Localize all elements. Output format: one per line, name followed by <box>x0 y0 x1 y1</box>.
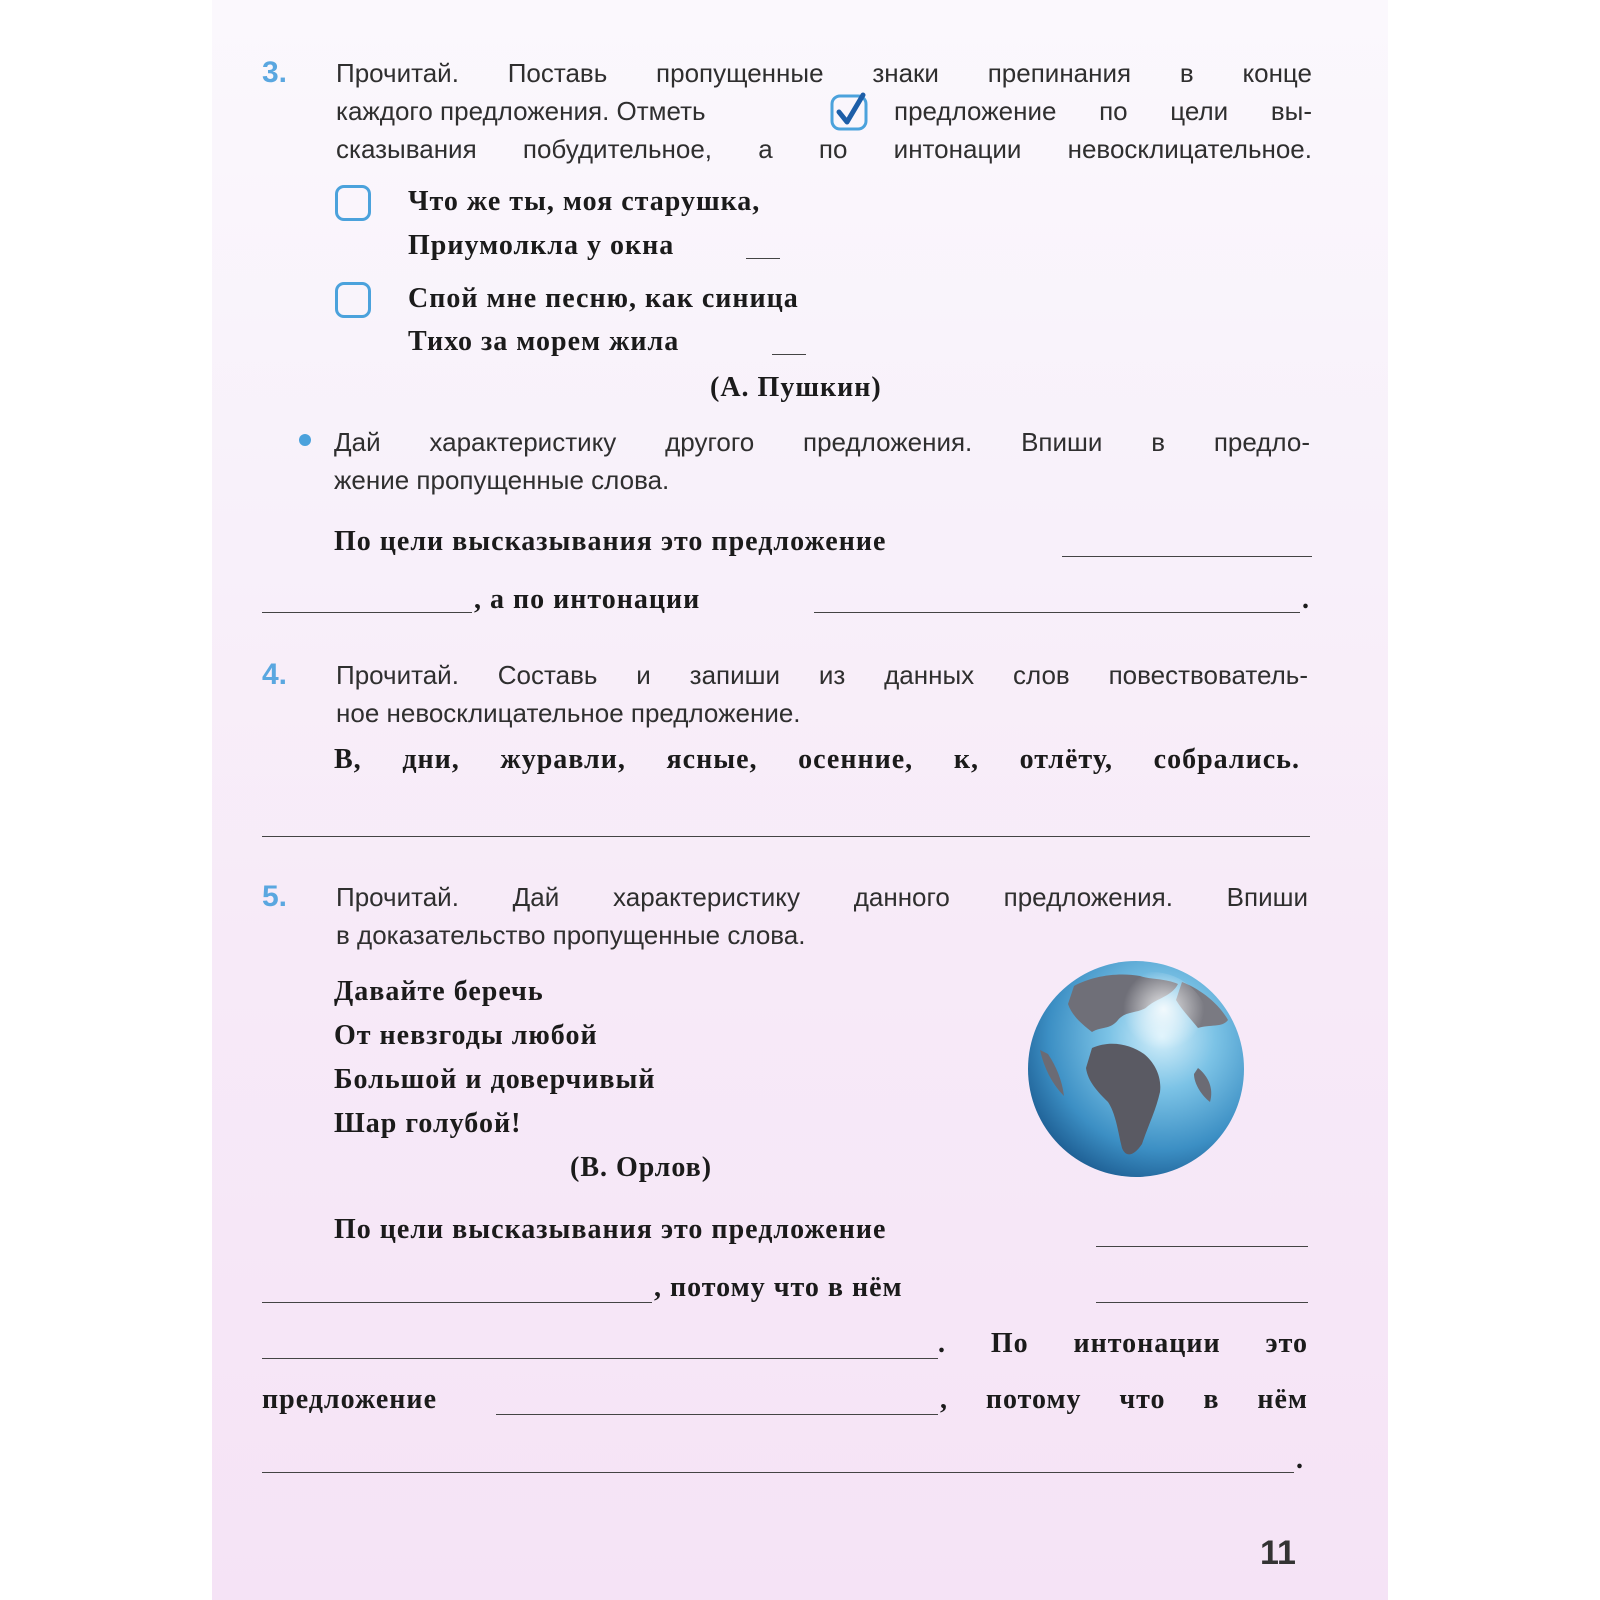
task5-number: 5. <box>262 880 288 913</box>
task5-reason-blank[interactable] <box>1096 1302 1308 1303</box>
poem-line-4: Шар голубой! <box>334 1108 522 1139</box>
task4-number: 4. <box>262 658 288 691</box>
task3-instruction-line2a: каждого предложения. Отметь <box>336 96 706 126</box>
task3-answer-line2-mid: , а по интонации <box>474 584 701 615</box>
globe-illustration <box>1022 958 1250 1180</box>
task3-purpose-blank-cont[interactable] <box>262 612 472 613</box>
task5-purpose-blank[interactable] <box>1096 1246 1308 1247</box>
task5-author: (В. Орлов) <box>570 1152 713 1183</box>
task5-purpose-blank-cont[interactable] <box>262 1302 652 1303</box>
workbook-page <box>212 0 1388 1600</box>
task5-intonation-reason-blank[interactable] <box>262 1472 1294 1473</box>
poem-line-1: Давайте беречь <box>334 976 544 1007</box>
page-number: 11 <box>1260 1534 1296 1572</box>
task5-answer-line3: . По интонации это <box>938 1328 1308 1359</box>
task5-answer-line2: , потому что в нём <box>654 1272 903 1303</box>
task4-answer-line[interactable] <box>262 836 1310 837</box>
task5-answer-line1: По цели высказывания это предложение <box>334 1214 887 1245</box>
sentence1-checkbox[interactable] <box>335 185 371 221</box>
task5-reason-blank-cont[interactable] <box>262 1358 938 1359</box>
checkbox-checked-icon <box>830 92 870 132</box>
task3-bullet-line1: Дай характеристику другого предложения. Впиши в предло- <box>334 427 1310 457</box>
task5-answer-line4a: предложение <box>262 1384 437 1415</box>
task3-purpose-blank[interactable] <box>1062 556 1312 557</box>
sentence1-punctuation-blank[interactable] <box>746 258 780 259</box>
sentence2-punctuation-blank[interactable] <box>772 354 806 355</box>
sentence2-checkbox[interactable] <box>335 282 371 318</box>
task5-intonation-blank[interactable] <box>496 1414 938 1415</box>
task5-instruction-line2: в доказательство пропущенные слова. <box>336 920 806 950</box>
task3-answer-line1: По цели высказывания это предложение <box>334 526 887 557</box>
sentence2-line2: Тихо за морем жила <box>408 326 680 357</box>
sentence2-line1: Спой мне песню, как синица <box>408 283 799 314</box>
task3-number: 3. <box>262 56 288 89</box>
task5-answer-line5-end: . <box>1296 1444 1304 1475</box>
task3-instruction-line1: Прочитай. Поставь пропущенные знаки препинания в конце <box>336 58 1312 88</box>
sentence1-line1: Что же ты, моя старушка, <box>408 186 761 217</box>
task5-instruction-line1: Прочитай. Дай характеристику данного предложения. Впиши <box>336 882 1308 912</box>
poem-line-2: От невзгоды любой <box>334 1020 598 1051</box>
task4-instruction-line2: ное невосклицательное предложение. <box>336 698 801 728</box>
task4-words: В, дни, журавли, ясные, осенние, к, отлёту, собрались. <box>334 744 1300 775</box>
task5-answer-line4b: , потому что в нём <box>940 1384 1308 1415</box>
task3-answer-line2-end: . <box>1302 584 1310 615</box>
task3-bullet-line2: жение пропущенные слова. <box>334 465 670 495</box>
task3-author: (А. Пушкин) <box>710 372 882 403</box>
task3-instruction-line3: сказывания побудительное, а по интонации невосклицательное. <box>336 134 1312 164</box>
task3-instruction-line2b: предложение по цели вы- <box>894 96 1312 126</box>
bullet-icon <box>299 434 311 446</box>
task3-intonation-blank[interactable] <box>814 612 1300 613</box>
poem-line-3: Большой и доверчивый <box>334 1064 656 1095</box>
sentence1-line2: Приумолкла у окна <box>408 230 675 261</box>
task4-instruction-line1: Прочитай. Составь и запиши из данных слов повествователь- <box>336 660 1308 690</box>
